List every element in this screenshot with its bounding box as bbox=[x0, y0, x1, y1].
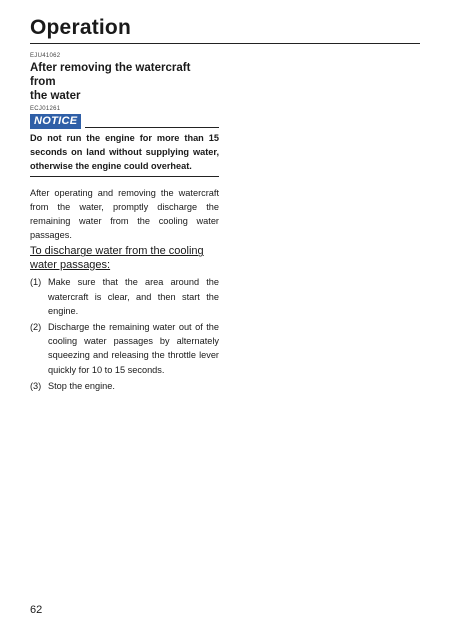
section-title-line2: the water bbox=[30, 90, 81, 102]
step-text: Make sure that the area around the watercraft is clear, and then start the engine. bbox=[48, 277, 219, 316]
notice-text: Do not run the engine for more than 15 seconds on land without supplying water, otherwise the engine could overheat. bbox=[30, 133, 219, 172]
page-number: 62 bbox=[30, 604, 43, 616]
notice-bottom-rule bbox=[30, 176, 219, 177]
procedure-heading: To discharge water from the cooling water passages: bbox=[30, 245, 204, 271]
step-number: (3) bbox=[30, 380, 42, 391]
notice-rule bbox=[85, 127, 219, 128]
step-item bbox=[30, 379, 219, 393]
notice-code: ECJ01261 bbox=[30, 106, 61, 112]
header-rule bbox=[30, 43, 420, 44]
section-code: EJU41062 bbox=[30, 53, 61, 59]
step-number: (2) bbox=[30, 322, 42, 333]
content-column bbox=[30, 52, 219, 395]
step-item bbox=[30, 320, 219, 377]
step-text: Stop the engine. bbox=[48, 380, 115, 391]
step-text: Discharge the remaining water out of the cooling water passages by alternately squeezing and releasing the throttle lever quickly for 10 to 15 seconds. bbox=[48, 322, 219, 375]
procedure-steps bbox=[30, 275, 219, 393]
section-title bbox=[30, 61, 219, 103]
section-title-line1: After removing the watercraft from bbox=[30, 62, 191, 88]
step-number: (1) bbox=[30, 277, 42, 288]
page-header-title: Operation bbox=[30, 16, 131, 39]
step-item bbox=[30, 275, 219, 318]
body-paragraph: After operating and removing the watercraft from the water, promptly discharge the remaining water from the cooling water passages. bbox=[30, 187, 219, 241]
notice-header bbox=[30, 114, 219, 129]
notice-badge: NOTICE bbox=[30, 114, 81, 129]
